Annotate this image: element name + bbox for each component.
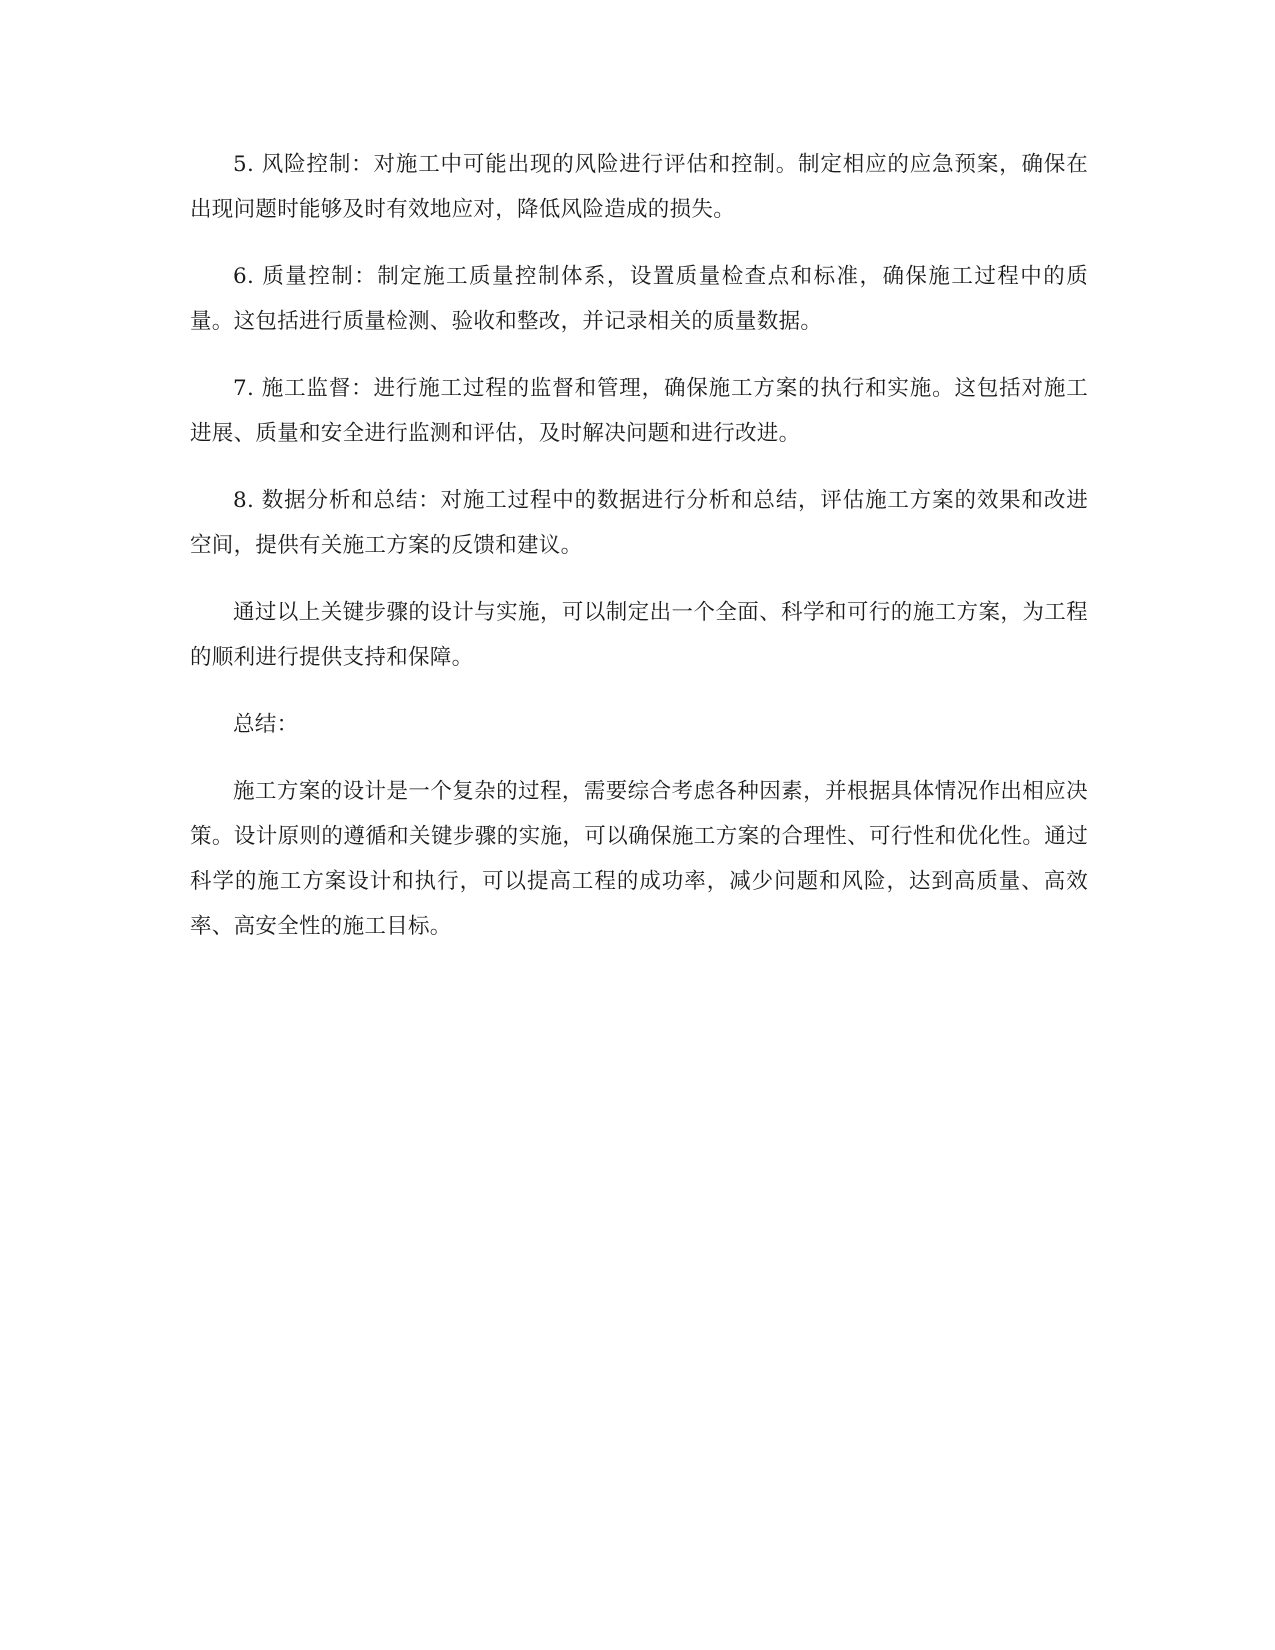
- document-body: [190, 142, 1088, 971]
- summary-heading: 总结：: [233, 712, 299, 737]
- paragraph-quality-control: 6. 质量控制：制定施工质量控制体系，设置质量检查点和标准，确保施工过程中的质量。这包括进行质量检测、验收和整改，并记录相关的质量数据。: [190, 264, 1088, 334]
- paragraph-construction-supervision: 7. 施工监督：进行施工过程的监督和管理，确保施工方案的执行和实施。这包括对施工进展、质量和安全进行监测和评估，及时解决问题和进行改进。: [190, 376, 1088, 446]
- paragraph-key-steps-conclusion: 通过以上关键步骤的设计与实施，可以制定出一个全面、科学和可行的施工方案，为工程的顺利进行提供支持和保障。: [190, 600, 1088, 670]
- paragraph-summary: 施工方案的设计是一个复杂的过程，需要综合考虑各种因素，并根据具体情况作出相应决策。设计原则的遵循和关键步骤的实施，可以确保施工方案的合理性、可行性和优化性。通过科学的施工方案设计和执行，可以提高工程的成功率，减少问题和风险，达到高质量、高效率、高安全性的施工目标。: [190, 779, 1088, 939]
- paragraph-data-analysis: 8. 数据分析和总结：对施工过程中的数据进行分析和总结，评估施工方案的效果和改进空间，提供有关施工方案的反馈和建议。: [190, 488, 1088, 558]
- paragraph-risk-control: 5. 风险控制：对施工中可能出现的风险进行评估和控制。制定相应的应急预案，确保在出现问题时能够及时有效地应对，降低风险造成的损失。: [190, 152, 1088, 222]
